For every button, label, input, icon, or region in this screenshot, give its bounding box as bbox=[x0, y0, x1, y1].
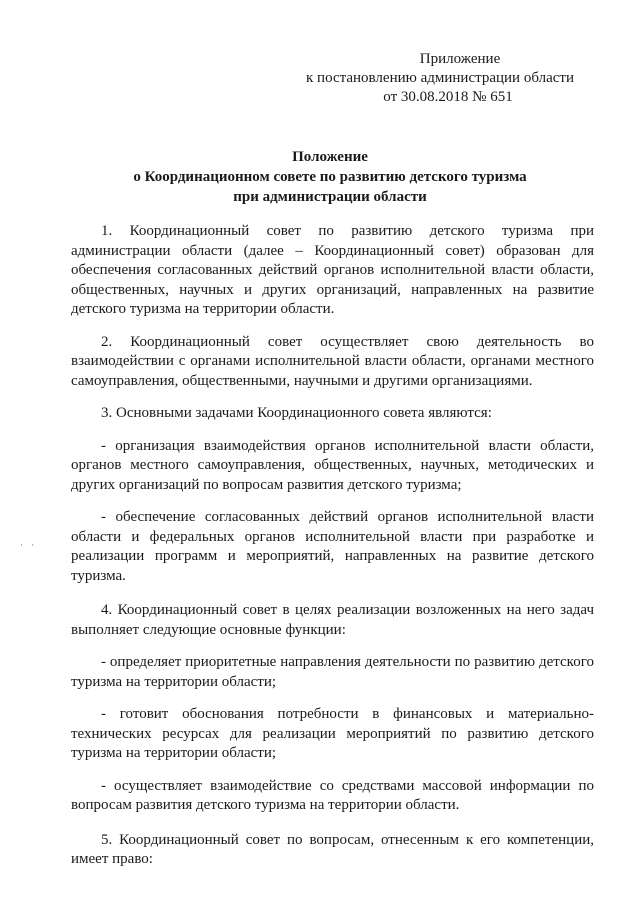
scan-speck: · · bbox=[20, 540, 38, 550]
annex-header bbox=[290, 50, 590, 107]
paragraph-3-item-2: - обеспечение согласованных действий органов исполнительной власти области и федеральных органов исполнительной власти при разработке и реализации программ и мероприятий, направленных на развитие детского туризма. bbox=[71, 509, 594, 584]
title-line-3: при администрации области bbox=[233, 189, 427, 205]
annex-date-number: от 30.08.2018 № 651 bbox=[383, 89, 513, 105]
paragraph-5: 5. Координационный совет по вопросам, отнесенным к его компетенции, имеет право: bbox=[71, 831, 594, 867]
paragraph-3-item-1: - организация взаимодействия органов исполнительной власти области, органов местного самоуправления, общественных, научных, методических и других организаций по вопросам развития детского туризма; bbox=[71, 437, 594, 493]
title-line-1: Положение bbox=[292, 149, 368, 165]
paragraph-3: 3. Основными задачами Координационного совета являются: bbox=[101, 405, 492, 421]
paragraph-2: 2. Координационный совет осуществляет свою деятельность во взаимодействии с органами исполнительной власти области, органами местного самоуправления, общественными, научными и другими организациями. bbox=[71, 333, 594, 389]
paragraph-4-item-1: - определяет приоритетные направления деятельности по развитию детского туризма на территории области; bbox=[71, 654, 594, 690]
annex-reference: к постановлению администрации области bbox=[306, 70, 574, 86]
annex-label: Приложение bbox=[419, 51, 501, 67]
paragraph-1: 1. Координационный совет по развитию детского туризма при администрации области (далее – Координационный совет) образован для обеспечения согласованных действий органов исполнительной власти области, общественных, научных и других организаций, направленных на развитие детского туризма на территории области. bbox=[71, 223, 594, 317]
title-line-2: о Координационном совете по развитию детского туризма bbox=[133, 169, 527, 185]
paragraph-4: 4. Координационный совет в целях реализации возложенных на него задач выполняет следующие основные функции: bbox=[71, 602, 594, 638]
paragraph-4-item-3: - осуществляет взаимодействие со средствами массовой информации по вопросам развития детского туризма на территории области. bbox=[71, 777, 594, 813]
document-body bbox=[71, 222, 594, 870]
paragraph-4-item-2: - готовит обоснования потребности в финансовых и материально-технических ресурсах для реализации мероприятий по развитию детского туризма на территории области; bbox=[71, 706, 594, 761]
document-title bbox=[80, 147, 580, 207]
